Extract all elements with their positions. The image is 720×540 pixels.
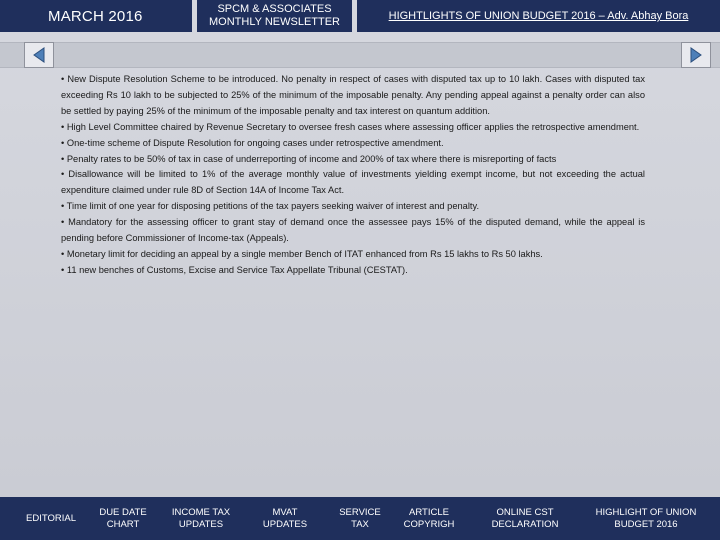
footer-link-article-copyright[interactable] [397, 497, 461, 540]
footer-link-label: MVAT [272, 506, 298, 518]
footer-link-label: UPDATES [262, 518, 308, 530]
highlight-paragraph: • New Dispute Resolution Scheme to be introduced. No penalty in respect of cases with disputed tax up to 10 lakh. Cases with disputed tax exceeding Rs 10 lakh to be subjected to 25% of the minimum of the imposable penalty. Any pending appeal against a penalty order can also be settled by paying 25% of the minimum of the imposable penalty and tax interest on quantum addition. [61, 74, 645, 116]
footer-navigation [0, 497, 720, 540]
highlight-paragraph: • Monetary limit for deciding an appeal by a single member Bench of ITAT enhanced from Rs 15 lakhs to Rs 50 lakhs. [61, 248, 543, 259]
footer-link-label: TAX [351, 518, 369, 530]
triangle-left-icon [32, 47, 46, 63]
footer-link-label: COPYRIGH [403, 518, 455, 530]
footer-link-service-tax[interactable] [334, 497, 386, 540]
footer-link-label: INCOME TAX [171, 506, 231, 518]
page-headline-text: HIGHTLIGHTS OF UNION BUDGET 2016 – Adv. Abhay Bora [388, 10, 689, 22]
footer-link-label: HIGHLIGHT OF UNION [595, 506, 697, 518]
highlight-paragraph: • Mandatory for the assessing officer to grant stay of demand once the assessee pays 15% of the disputed demand, while the appeal is pending before Commissioner of Income-tax (Appeals). [61, 217, 645, 244]
footer-link-mvat-updates[interactable] [255, 497, 315, 540]
footer-link-label: BUDGET 2016 [614, 518, 678, 530]
next-page-button[interactable] [681, 42, 711, 68]
highlight-paragraph: • High Level Committee chaired by Revenue Secretary to oversee fresh cases where assessing officer applies the retrospective amendment. [61, 121, 640, 132]
footer-link-due-date-chart[interactable] [92, 497, 154, 540]
firm-name: SPCM & ASSOCIATES [217, 3, 332, 15]
navigation-strip [0, 42, 720, 68]
newsletter-name: MONTHLY NEWSLETTER [209, 16, 340, 28]
highlight-paragraph: • Disallowance will be limited to 1% of the average monthly value of investments yielding exempt income, but not exceeding the actual expenditure claimed under rule 8D of Section 14A of Income Tax Act. [61, 169, 645, 196]
footer-link-label: EDITORIAL [26, 512, 76, 524]
highlight-paragraph: • 11 new benches of Customs, Excise and Service Tax Appellate Tribunal (CESTAT). [61, 264, 408, 275]
triangle-right-icon [689, 47, 703, 63]
highlight-paragraph: • Penalty rates to be 50% of tax in case of underreporting of income and 200% of tax where there is misreporting of facts [61, 153, 557, 164]
footer-link-income-tax-updates[interactable] [166, 497, 236, 540]
previous-page-button[interactable] [24, 42, 54, 68]
footer-link-label: UPDATES [178, 518, 224, 530]
page-headline [357, 0, 720, 32]
footer-link-online-cst-declaration[interactable] [484, 497, 566, 540]
highlight-paragraph: • Time limit of one year for disposing petitions of the tax payers seeking waiver of interest and penalty. [61, 201, 480, 212]
footer-link-editorial[interactable] [20, 497, 82, 540]
footer-link-union-budget-2016[interactable] [588, 497, 704, 540]
footer-link-label: SERVICE [339, 506, 381, 518]
firm-title [197, 0, 352, 32]
footer-link-label: ARTICLE [409, 506, 449, 518]
highlight-paragraph: • One-time scheme of Dispute Resolution for ongoing cases under retrospective amendment. [61, 137, 444, 148]
issue-month-text: MARCH 2016 [48, 7, 143, 25]
footer-link-label: DUE DATE [99, 506, 147, 518]
issue-month [0, 0, 192, 32]
footer-link-label: DECLARATION [491, 518, 559, 530]
footer-link-label: ONLINE CST [496, 506, 554, 518]
footer-link-label: CHART [106, 518, 140, 530]
budget-highlights-text [61, 72, 645, 279]
